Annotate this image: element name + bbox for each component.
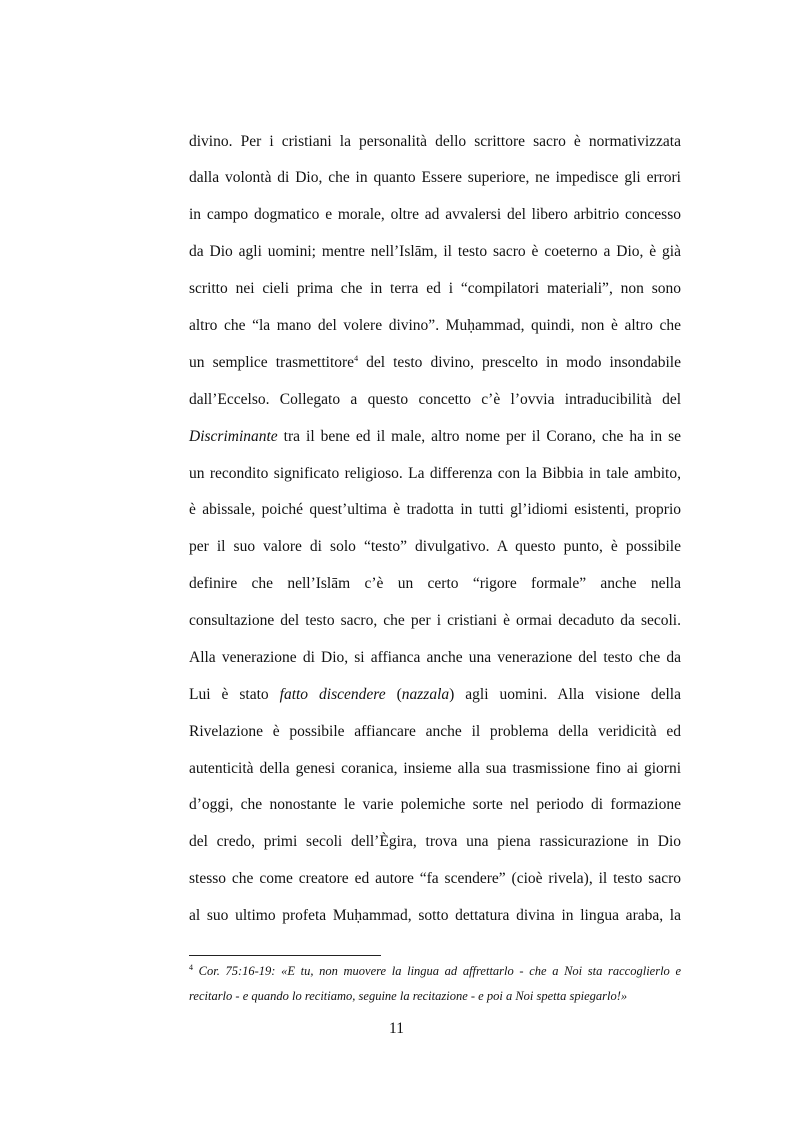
italic-term: Discriminante [189,428,278,445]
body-line: altro che “la mano del volere divino”. Muḥammad, quindi, non è altro che [189,317,681,334]
body-line: è abissale, poiché quest’ultima è tradotta in tutti gl’idiomi esistenti, proprio [189,501,681,518]
body-line: scritto nei cieli prima che in terra ed i “compilatori materiali”, non sono [189,280,681,297]
footnote-line [189,963,681,979]
italic-term: fatto discendere [279,686,386,703]
body-line [189,427,681,447]
body-line: Rivelazione è possibile affiancare anche il problema della veridicità ed [189,723,681,740]
body-line: al suo ultimo profeta Muḥammad, sotto dettatura divina in lingua araba, la [189,907,681,924]
page-number: 11 [389,1020,404,1037]
body-text: un semplice trasmettitore [189,354,355,371]
body-line: del credo, primi secoli dell’Ègira, trova una piena rassicurazione in Dio [189,833,681,850]
footnote-ref[interactable]: 4 [354,353,359,363]
body-text: del testo divino, prescelto in modo insondabile [358,354,681,371]
body-line: da Dio agli uomini; mentre nell’Islām, il testo sacro è coeterno a Dio, è già [189,243,681,260]
body-text: tra il bene ed il male, altro nome per il Corano, che ha in se [277,428,681,445]
body-text: ) agli uomini. Alla visione della [449,686,681,703]
footnote-line: recitarlo - e quando lo recitiamo, seguine la recitazione - e poi a Noi spetta spiegarlo!» [189,989,628,1003]
body-line: d’oggi, che nonostante le varie polemiche sorte nel periodo di formazione [189,796,681,813]
body-text: Lui è stato [189,686,280,703]
body-line: consultazione del testo sacro, che per i cristiani è ormai decaduto da secoli. [189,612,681,629]
body-text: ( [385,686,402,703]
footnote-number: 4 [189,962,193,972]
body-line: in campo dogmatico e morale, oltre ad avvalersi del libero arbitrio concesso [189,206,681,223]
body-line: per il suo valore di solo “testo” divulgativo. A questo punto, è possibile [189,538,681,555]
body-line [189,353,681,373]
body-line: dall’Eccelso. Collegato a questo concetto c’è l’ovvia intraducibilità del [189,391,681,408]
body-line [189,685,681,705]
italic-term: nazzala [401,686,450,703]
body-line: un recondito significato religioso. La differenza con la Bibbia in tale ambito, [189,465,681,482]
body-line: Alla venerazione di Dio, si affianca anche una venerazione del testo che da [189,649,681,666]
body-line: stesso che come creatore ed autore “fa scendere” (cioè rivela), il testo sacro [189,870,681,887]
body-line: divino. Per i cristiani la personalità dello scrittore sacro è normativizzata [189,133,681,150]
body-line: autenticità della genesi coranica, insieme alla sua trasmissione fino ai giorni [189,760,681,777]
body-line: definire che nell’Islām c’è un certo “rigore formale” anche nella [189,575,681,592]
body-line: dalla volontà di Dio, che in quanto Essere superiore, ne impedisce gli errori [189,169,681,186]
footnote-text: Cor. 75:16-19: «E tu, non muovere la lingua ad affrettarlo - che a Noi sta raccoglierlo e [193,964,681,978]
footnote-separator [189,955,381,956]
